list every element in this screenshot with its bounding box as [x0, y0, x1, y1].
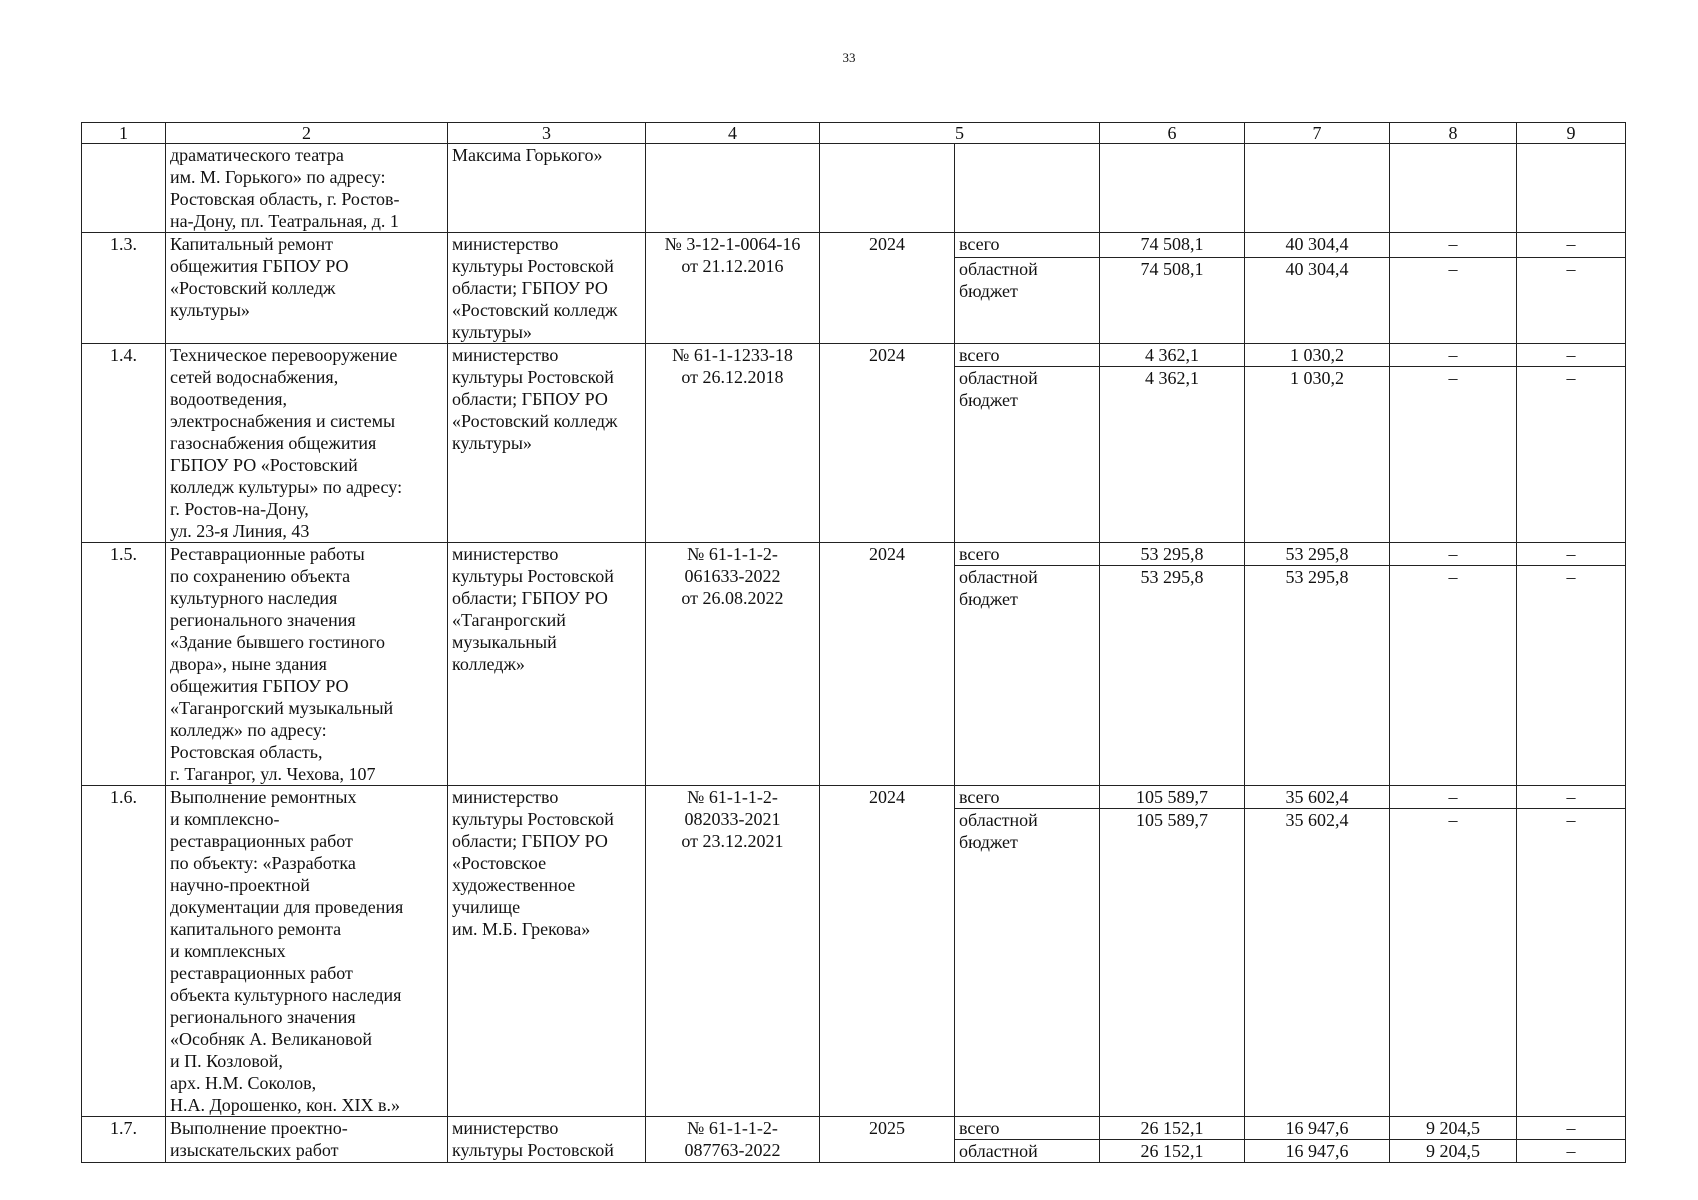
amount-total-col9: –	[1517, 1117, 1626, 1140]
funding-source-budget: областной бюджет	[955, 566, 1100, 786]
amount-budget-col8: –	[1390, 566, 1517, 786]
column-number: 4	[646, 123, 820, 144]
row-number-cell: 1.6.	[82, 786, 166, 1117]
project-name-cell: Выполнение проектно- изыскательских работ	[166, 1117, 448, 1163]
document-number-cell: № 3-12-1-0064-16 от 21.12.2016	[646, 233, 820, 344]
amount-total-col8: –	[1390, 233, 1517, 258]
document-number-cell: № 61-1-1-2- 082033-2021 от 23.12.2021	[646, 786, 820, 1117]
column-number: 5	[820, 123, 1100, 144]
year-cell: 2024	[820, 786, 955, 1117]
row-number-cell: 1.4.	[82, 344, 166, 543]
amount-budget-col7: 16 947,6	[1245, 1140, 1390, 1163]
amount-total-col6: 53 295,8	[1100, 543, 1245, 566]
amount-total-col6: 105 589,7	[1100, 786, 1245, 809]
amount-budget-col8: –	[1390, 809, 1517, 1117]
amount-total-col8: –	[1390, 543, 1517, 566]
continuation-executor-cell: Максима Горького»	[448, 144, 646, 233]
executor-cell: министерство культуры Ростовской области; ГБПОУ РО «Ростовский колледж культуры»	[448, 344, 646, 543]
amount-total-col8: –	[1390, 344, 1517, 367]
amount-total-col9: –	[1517, 543, 1626, 566]
project-row	[82, 1117, 1626, 1140]
row-number-cell: 1.7.	[82, 1117, 166, 1163]
page-number: 33	[842, 50, 856, 65]
column-number: 6	[1100, 123, 1245, 144]
funding-source-total: всего	[955, 1117, 1100, 1140]
amount-budget-col6: 4 362,1	[1100, 367, 1245, 543]
amount-total-col7: 40 304,4	[1245, 233, 1390, 258]
executor-cell: министерство культуры Ростовской	[448, 1117, 646, 1163]
amount-total-col7: 53 295,8	[1245, 543, 1390, 566]
project-name-cell: Капитальный ремонт общежития ГБПОУ РО «Ростовский колледж культуры»	[166, 233, 448, 344]
amount-total-col9: –	[1517, 786, 1626, 809]
column-number: 1	[82, 123, 166, 144]
amount-budget-col7: 40 304,4	[1245, 257, 1390, 343]
amount-total-col6: 26 152,1	[1100, 1117, 1245, 1140]
funding-source-budget: областной	[955, 1140, 1100, 1163]
amount-budget-col9: –	[1517, 257, 1626, 343]
budget-table	[81, 122, 1626, 1163]
continuation-name-cell: драматического театра им. М. Горького» по адресу: Ростовская область, г. Ростов- на-Дону, пл. Театральная, д. 1	[166, 144, 448, 233]
amount-total-col6: 74 508,1	[1100, 233, 1245, 258]
column-number: 7	[1245, 123, 1390, 144]
project-name-cell: Выполнение ремонтных и комплексно- реставрационных работ по объекту: «Разработка научно-проектной документации для проведения капитального ремонта и комплексных реставрационных работ объекта культурного наследия регионального значения «Особняк А. Великановой и П. Козловой, арх. Н.М. Соколов, Н.А. Дорошенко, кон. XIX в.»	[166, 786, 448, 1117]
amount-budget-col7: 53 295,8	[1245, 566, 1390, 786]
year-cell: 2024	[820, 543, 955, 786]
amount-total-col9: –	[1517, 233, 1626, 258]
year-cell: 2024	[820, 344, 955, 543]
year-cell: 2024	[820, 233, 955, 344]
funding-source-total: всего	[955, 233, 1100, 258]
funding-source-total: всего	[955, 543, 1100, 566]
continuation-row	[82, 144, 1626, 233]
amount-budget-col9: –	[1517, 809, 1626, 1117]
row-number-cell: 1.5.	[82, 543, 166, 786]
funding-source-budget: областной бюджет	[955, 257, 1100, 343]
executor-cell: министерство культуры Ростовской области; ГБПОУ РО «Таганрогский музыкальный колледж»	[448, 543, 646, 786]
column-number: 9	[1517, 123, 1626, 144]
amount-total-col9: –	[1517, 344, 1626, 367]
amount-budget-col9: –	[1517, 367, 1626, 543]
amount-total-col7: 1 030,2	[1245, 344, 1390, 367]
amount-budget-col6: 105 589,7	[1100, 809, 1245, 1117]
column-number: 3	[448, 123, 646, 144]
executor-cell: министерство культуры Ростовской области; ГБПОУ РО «Ростовский колледж культуры»	[448, 233, 646, 344]
project-row	[82, 786, 1626, 809]
project-name-cell: Реставрационные работы по сохранению объекта культурного наследия регионального значения «Здание бывшего гостиного двора», ныне здания общежития ГБПОУ РО «Таганрогский музыкальный колледж» по адресу: Ростовская область, г. Таганрог, ул. Чехова, 107	[166, 543, 448, 786]
amount-total-col7: 16 947,6	[1245, 1117, 1390, 1140]
amount-budget-col6: 53 295,8	[1100, 566, 1245, 786]
funding-source-total: всего	[955, 344, 1100, 367]
funding-source-budget: областной бюджет	[955, 367, 1100, 543]
amount-budget-col7: 35 602,4	[1245, 809, 1390, 1117]
amount-budget-col6: 74 508,1	[1100, 257, 1245, 343]
amount-budget-col6: 26 152,1	[1100, 1140, 1245, 1163]
amount-total-col7: 35 602,4	[1245, 786, 1390, 809]
year-cell: 2025	[820, 1117, 955, 1163]
executor-cell: министерство культуры Ростовской области; ГБПОУ РО «Ростовское художественное училище им. М.Б. Грекова»	[448, 786, 646, 1117]
column-number: 2	[166, 123, 448, 144]
project-row	[82, 233, 1626, 258]
amount-budget-col9: –	[1517, 1140, 1626, 1163]
project-row	[82, 543, 1626, 566]
project-name-cell: Техническое перевооружение сетей водоснабжения, водоотведения, электроснабжения и системы газоснабжения общежития ГБПОУ РО «Ростовский колледж культуры» по адресу: г. Ростов-на-Дону, ул. 23-я Линия, 43	[166, 344, 448, 543]
amount-total-col8: 9 204,5	[1390, 1117, 1517, 1140]
amount-budget-col8: –	[1390, 257, 1517, 343]
funding-source-budget: областной бюджет	[955, 809, 1100, 1117]
project-row	[82, 344, 1626, 367]
amount-budget-col7: 1 030,2	[1245, 367, 1390, 543]
document-number-cell: № 61-1-1-2- 061633-2022 от 26.08.2022	[646, 543, 820, 786]
amount-budget-col8: –	[1390, 367, 1517, 543]
amount-budget-col9: –	[1517, 566, 1626, 786]
document-number-cell: № 61-1-1-2- 087763-2022	[646, 1117, 820, 1163]
amount-budget-col8: 9 204,5	[1390, 1140, 1517, 1163]
document-number-cell: № 61-1-1233-18 от 26.12.2018	[646, 344, 820, 543]
funding-source-total: всего	[955, 786, 1100, 809]
amount-total-col8: –	[1390, 786, 1517, 809]
amount-total-col6: 4 362,1	[1100, 344, 1245, 367]
column-number: 8	[1390, 123, 1517, 144]
column-number-row	[82, 123, 1626, 144]
row-number-cell: 1.3.	[82, 233, 166, 344]
